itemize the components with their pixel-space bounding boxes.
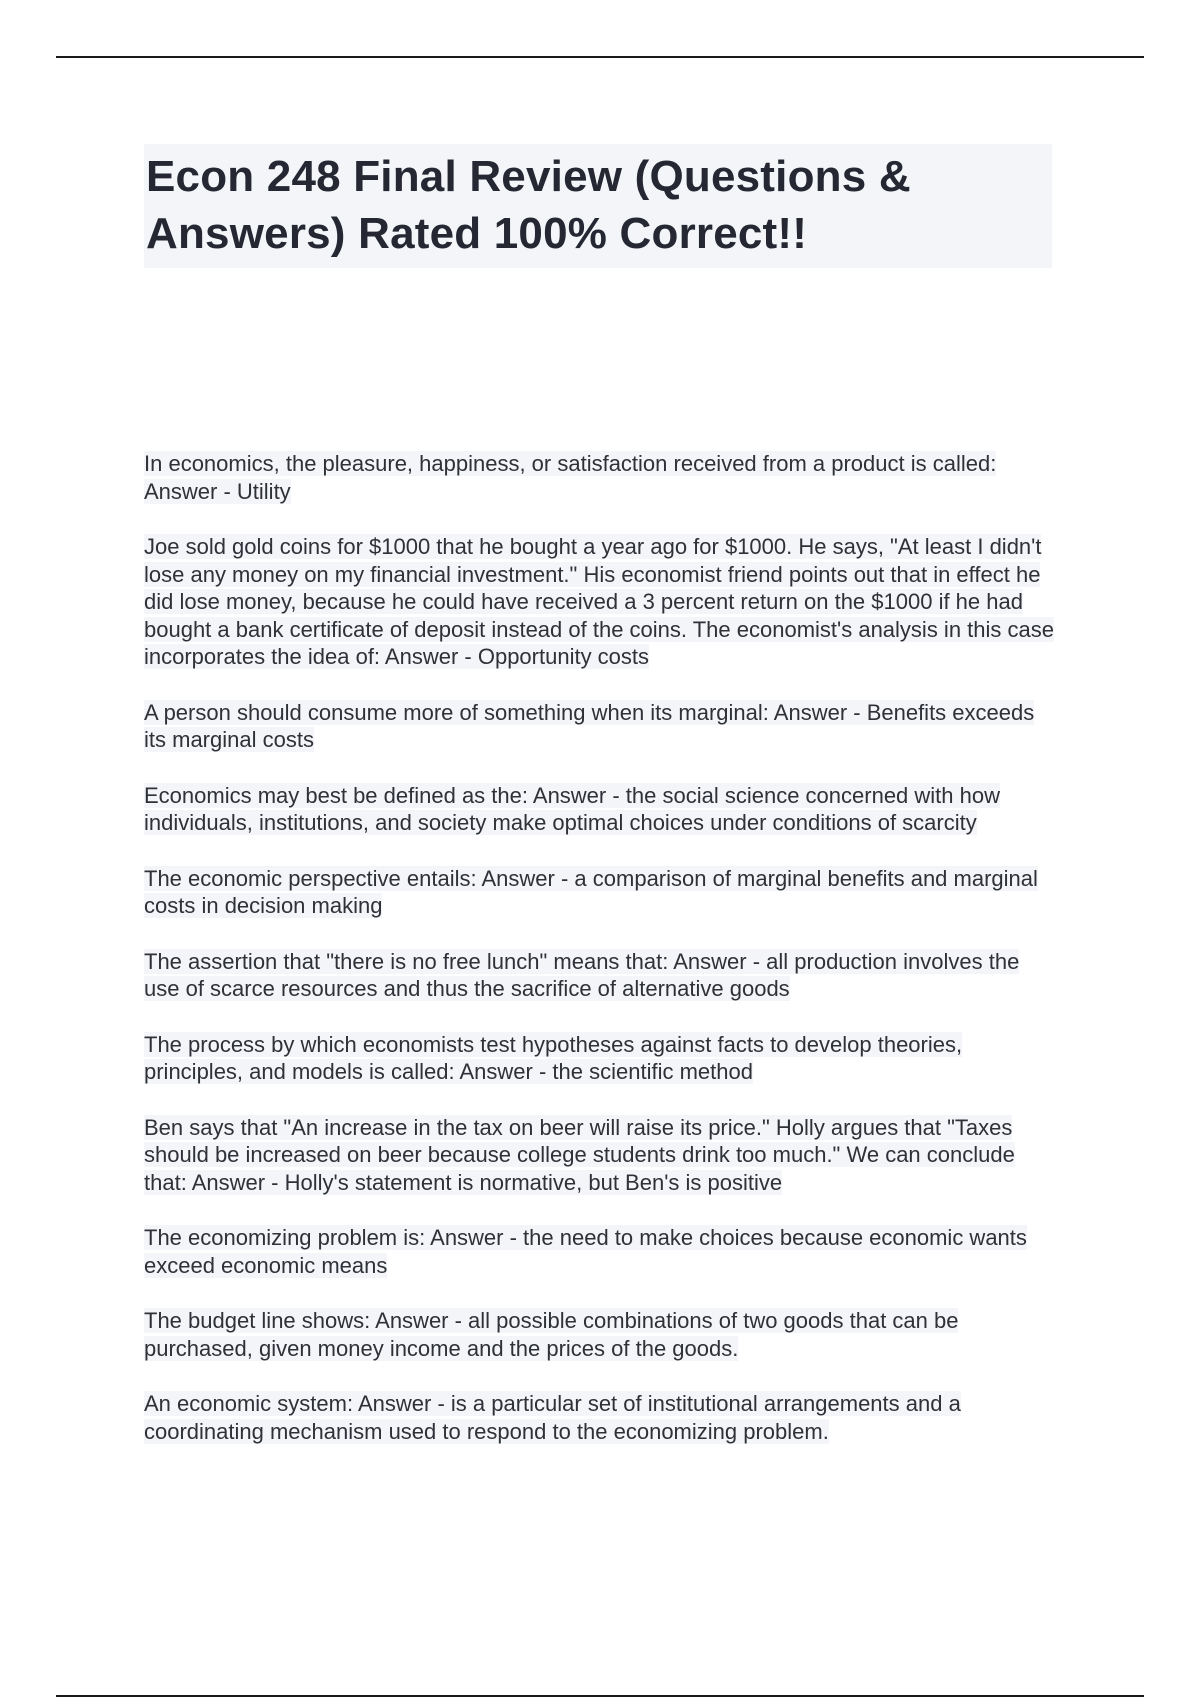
- qa-item: [144, 450, 1056, 505]
- qa-text: A person should consume more of something when its marginal: Answer - Benefits exceeds its marginal costs: [144, 699, 1035, 752]
- qa-item: [144, 533, 1056, 671]
- qa-text: Economics may best be defined as the: Answer - the social science concerned with how individuals, institutions, and society make optimal choices under conditions of scarcity: [144, 782, 1001, 835]
- qa-text: In economics, the pleasure, happiness, or satisfaction received from a product is called: Answer - Utility: [144, 451, 997, 504]
- qa-text: The assertion that "there is no free lunch" means that: Answer - all production involves the use of scarce resources and thus the sacrifice of alternative goods: [144, 948, 1020, 1001]
- top-divider: [56, 56, 1144, 58]
- qa-item: [144, 1031, 1056, 1086]
- qa-text: Joe sold gold coins for $1000 that he bought a year ago for $1000. He says, "At least I didn't lose any money on my financial investment." His economist friend points out that in effect he did lose money, because he could have received a 3 percent return on the $1000 if he had bought a bank certificate of deposit instead of the coins. The economist's analysis in this case incorporates the idea of: Answer - Opportunity costs: [144, 534, 1054, 669]
- qa-item: [144, 865, 1056, 920]
- qa-item: [144, 1114, 1056, 1197]
- qa-item: [144, 1224, 1056, 1279]
- qa-list: [144, 450, 1056, 1473]
- qa-text: The process by which economists test hypotheses against facts to develop theories, principles, and models is called: Answer - the scientific method: [144, 1031, 963, 1084]
- qa-item: [144, 948, 1056, 1003]
- qa-item: [144, 699, 1056, 754]
- bottom-divider: [56, 1695, 1144, 1697]
- qa-text: Ben says that "An increase in the tax on beer will raise its price." Holly argues that "Taxes should be increased on beer because college students drink too much." We can conclude that: Answer - Holly's statement is normative, but Ben's is positive: [144, 1114, 1015, 1195]
- document-title: Econ 248 Final Review (Questions & Answers) Rated 100% Correct!!: [146, 152, 911, 258]
- qa-text: The economic perspective entails: Answer - a comparison of marginal benefits and marginal costs in decision making: [144, 865, 1038, 918]
- qa-text: The budget line shows: Answer - all possible combinations of two goods that can be purchased, given money income and the prices of the goods.: [144, 1308, 959, 1361]
- qa-text: The economizing problem is: Answer - the need to make choices because economic wants exceed economic means: [144, 1225, 1027, 1278]
- qa-item: [144, 782, 1056, 837]
- title-block: [144, 144, 1052, 268]
- qa-text: An economic system: Answer - is a particular set of institutional arrangements and a coordinating mechanism used to respond to the economizing problem.: [144, 1391, 961, 1444]
- qa-item: [144, 1307, 1056, 1362]
- qa-item: [144, 1390, 1056, 1445]
